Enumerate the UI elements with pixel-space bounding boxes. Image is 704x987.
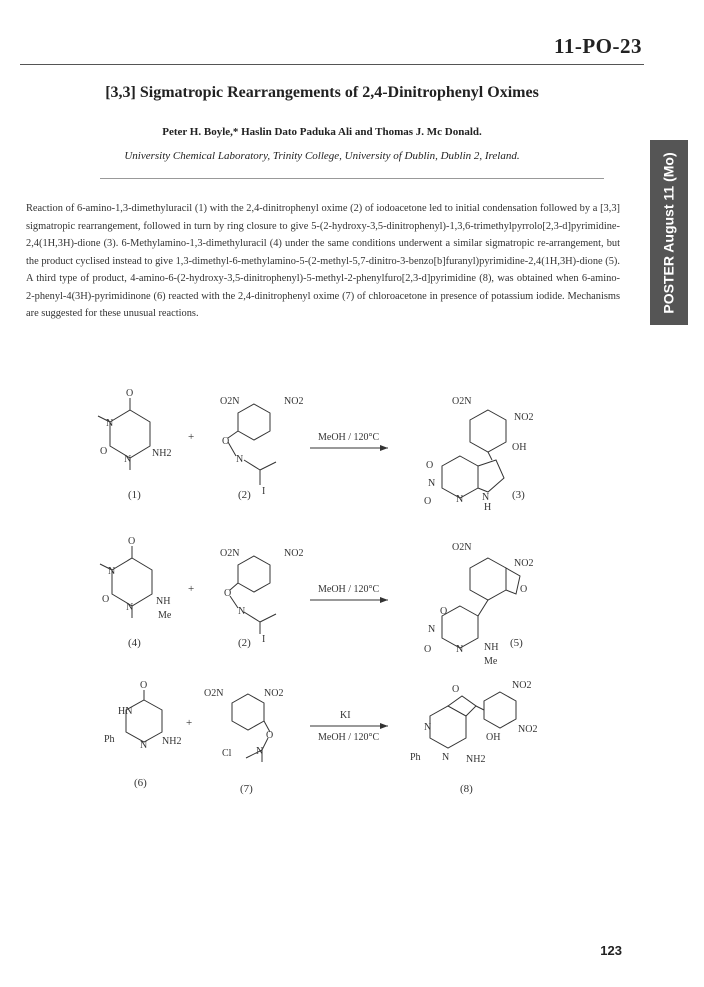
atom-label: NH: [156, 596, 171, 607]
compound-1: [98, 388, 171, 470]
atom-label: O2N: [220, 396, 240, 407]
affiliation: University Chemical Laboratory, Trinity College, University of Dublin, Dublin 2, Ireland.: [124, 150, 520, 162]
atom-label: Cl: [222, 748, 232, 759]
atom-label: O: [222, 436, 230, 447]
abstract: [26, 200, 620, 323]
atom-label: N: [124, 454, 132, 465]
compound-label: (7): [240, 783, 253, 795]
atom-label: N: [106, 418, 114, 429]
atom-label: N: [442, 752, 450, 763]
compound-label: (4): [128, 637, 141, 649]
atom-label: N: [126, 602, 134, 613]
atom-label: NO2: [264, 688, 284, 699]
atom-label: N: [256, 746, 264, 757]
authors: Peter H. Boyle,* Haslin Dato Paduka Ali and Thomas J. Mc Donald.: [162, 126, 482, 138]
atom-label: O: [126, 388, 134, 399]
reaction-condition: MeOH / 120°C: [318, 732, 380, 743]
atom-label: OH: [512, 442, 527, 453]
atom-label: O: [520, 584, 528, 595]
atom-label: O2N: [452, 542, 472, 553]
atom-label: O: [452, 684, 460, 695]
compound-label: (1): [128, 489, 141, 501]
poster-code: 11-PO-23: [554, 34, 642, 58]
paper-title: [3,3] Sigmatropic Rearrangements of 2,4-Dinitrophenyl Oximes: [105, 84, 539, 101]
plus-sign: +: [188, 583, 195, 595]
atom-label: OH: [486, 732, 501, 743]
compound-4: [100, 536, 172, 621]
atom-label: O: [224, 588, 232, 599]
side-tab-label: POSTER August 11 (Mo): [661, 151, 677, 314]
atom-label: NO2: [512, 680, 532, 691]
atom-label: N: [456, 644, 464, 655]
plus-sign: +: [186, 717, 193, 729]
page-number: 123: [600, 943, 622, 958]
compound-2: [220, 396, 303, 497]
atom-label: N: [108, 566, 116, 577]
atom-label: NO2: [518, 724, 538, 735]
atom-label: N: [428, 624, 436, 635]
atom-label: NO2: [284, 396, 304, 407]
atom-label: O: [424, 496, 432, 507]
compound-7: [204, 688, 283, 762]
atom-label: Me: [158, 610, 172, 621]
atom-label: O: [266, 730, 274, 741]
atom-label: O: [100, 446, 108, 457]
reaction-condition: MeOH / 120°C: [318, 432, 380, 443]
atom-label: O2N: [204, 688, 224, 699]
atom-label: O2N: [220, 548, 240, 559]
atom-label: H: [484, 502, 492, 513]
reaction-scheme: [0, 370, 704, 820]
compound-label: (6): [134, 777, 147, 789]
compound-label: (3): [512, 489, 525, 501]
compound-label: (2): [238, 637, 251, 649]
atom-label: O: [140, 680, 148, 691]
compound-8: [410, 680, 537, 765]
divider: [100, 178, 604, 179]
compound-label: (8): [460, 783, 473, 795]
atom-label: N: [482, 492, 490, 503]
side-tab: [650, 140, 688, 325]
compound-2b: [220, 548, 303, 645]
atom-label: O: [440, 606, 448, 617]
atom-label: Ph: [104, 734, 115, 745]
atom-label: O: [102, 594, 110, 605]
atom-label: I: [262, 634, 266, 645]
compound-6: [104, 680, 181, 751]
atom-label: O: [426, 460, 434, 471]
plus-sign: +: [188, 431, 195, 443]
atom-label: NH2: [162, 736, 182, 747]
atom-label: NH: [484, 642, 499, 653]
atom-label: O: [128, 536, 136, 547]
abstract-text: Reaction of 6-amino-1,3-dimethyluracil (1) with the 2,4-dinitrophenyl oxime (2) of iodoacetone led to initial condensation followed by a [3,3] sigmatropic rearrangement, followed in turn by ring closure to give 5-(2-hydroxy-3,5-dinitrophenyl)-1,3,6-trimethylpyrrolo[2,3-d]pyrimidine-2,4(1H,3H)-dione (3). 6-Methylamino-1,3-dimethyluracil (4) under the same conditions underwent a similar sigmatropic re-arrangement, but the product cyclised instead to give 1,3-dimethyl-6-methylamino-5-(2-methyl-5,7-dinitro-3-benzo[b]furanyl)pyrimidine-2,4(1H,3H)-dione (5). A third type of product, 4-amino-6-(2-hydroxy-3,5-dinitrophenyl)-5-methyl-2-phenylfuro[2,3-d]pyrimidine (8), was obtained when 6-amino-2-phenyl-4(3H)-pyrimidinone (6) reacted with the 2,4-dinitrophenyl oxime (7) of chloroacetone in presence of potassium iodide. Mechanisms are suggested for these unusual reactions.: [26, 203, 620, 319]
atom-label: N: [456, 494, 464, 505]
atom-label: Ph: [410, 752, 421, 763]
atom-label: N: [238, 606, 246, 617]
header-rule: [20, 64, 644, 65]
atom-label: Me: [484, 656, 498, 667]
atom-label: N: [424, 722, 432, 733]
atom-label: O2N: [452, 396, 472, 407]
atom-label: I: [262, 486, 266, 497]
atom-label: NH2: [152, 448, 172, 459]
atom-label: O: [424, 644, 432, 655]
atom-label: N: [428, 478, 436, 489]
atom-label: NO2: [284, 548, 304, 559]
atom-label: NO2: [514, 412, 534, 423]
reaction-condition: MeOH / 120°C: [318, 584, 380, 595]
atom-label: NH2: [466, 754, 486, 765]
atom-label: N: [236, 454, 244, 465]
reaction-condition: KI: [340, 710, 351, 721]
compound-label: (2): [238, 489, 251, 501]
compound-label: (5): [510, 637, 523, 649]
atom-label: NO2: [514, 558, 534, 569]
atom-label: HN: [118, 706, 133, 717]
atom-label: N: [140, 740, 148, 751]
